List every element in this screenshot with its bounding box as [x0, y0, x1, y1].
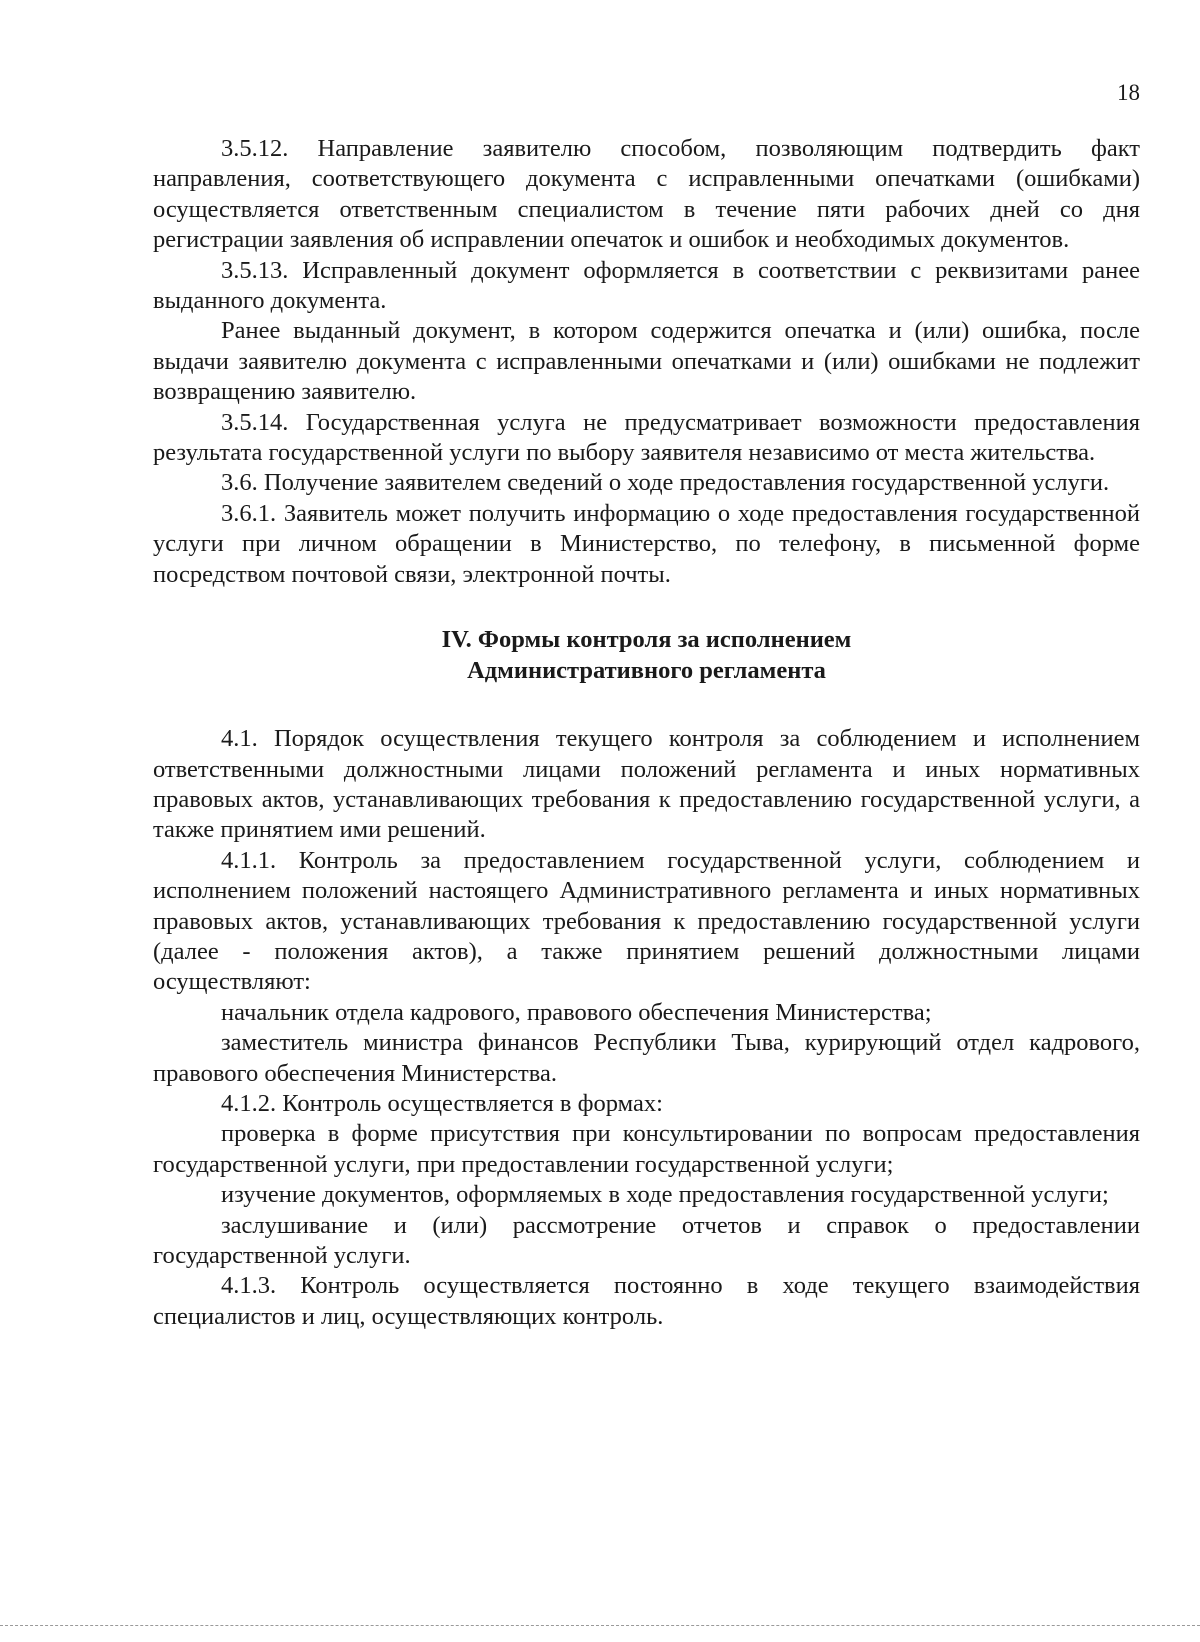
document-body	[153, 134, 1140, 1332]
footer-divider	[0, 1625, 1200, 1626]
paragraph-3-6: 3.6. Получение заявителем сведений о ходе предоставления государственной услуги.	[221, 469, 1110, 497]
paragraph-4-1-3: 4.1.3. Контроль осуществляется постоянно в ходе текущего взаимодействия специалистов и лиц, осуществляющих контроль.	[153, 1272, 1140, 1330]
paragraph-4-1: 4.1. Порядок осуществления текущего контроля за соблюдением и исполнением ответственными должностными лицами положений регламента и иных нормативных правовых актов, устанавливающих требования к предоставлению государственной услуги, а также принятием ими решений.	[153, 725, 1140, 844]
paragraph-3-5-14: 3.5.14. Государственная услуга не предусматривает возможности предоставления результата государственной услуги по выбору заявителя независимо от места жительства.	[153, 408, 1140, 467]
paragraph-4-1-2: 4.1.2. Контроль осуществляется в формах:	[221, 1089, 663, 1117]
list-item-reports-hearing: заслушивание и (или) рассмотрение отчетов и справок о предоставлении государственной услуги.	[153, 1211, 1140, 1269]
section-heading	[153, 624, 1140, 686]
list-item-presence-check: проверка в форме присутствия при консультировании по вопросам предоставления государственной услуги, при предоставлении государственной услуги;	[153, 1120, 1140, 1178]
paragraph-3-5-12: 3.5.12. Направление заявителю способом, позволяющим подтвердить факт направления, соответствующего документа с исправленными опечатками (ошибками) осуществляется ответственным специалистом в течение пяти рабочих дней со дня регистрации заявления об исправлении опечаток и ошибок и необходимых документов.	[153, 135, 1140, 254]
section-heading-line-2: Административного регламента	[467, 657, 826, 685]
list-item-head-of-department: начальник отдела кадрового, правового обеспечения Министерства;	[221, 998, 932, 1026]
paragraph-3-5-13: 3.5.13. Исправленный документ оформляется в соответствии с реквизитами ранее выданного документа.	[153, 256, 1140, 315]
section-heading-line-1: IV. Формы контроля за исполнением	[441, 626, 852, 654]
paragraph-3-6-1: 3.6.1. Заявитель может получить информацию о ходе предоставления государственной услуги при личном обращении в Министерство, по телефону, в письменной форме посредством почтовой связи, электронной почты.	[153, 499, 1140, 588]
paragraph-4-1-1: 4.1.1. Контроль за предоставлением государственной услуги, соблюдением и исполнением положений настоящего Административного регламента и иных нормативных правовых актов, устанавливающих требования к предоставлению государственной услуги (далее - положения актов), а также принятием решений должностными лицами осуществляют:	[153, 846, 1140, 996]
page-number: 18	[1117, 80, 1140, 105]
list-item-deputy-minister: заместитель министра финансов Республики Тыва, курирующий отдел кадрового, правового обеспечения Министерства.	[153, 1029, 1140, 1087]
list-item-document-review: изучение документов, оформляемых в ходе предоставления государственной услуги;	[221, 1181, 1109, 1209]
paragraph-previous-document: Ранее выданный документ, в котором содержится опечатка и (или) ошибка, после выдачи заявителю документа с исправленными опечатками и (или) ошибками не подлежит возвращению заявителю.	[153, 317, 1140, 406]
